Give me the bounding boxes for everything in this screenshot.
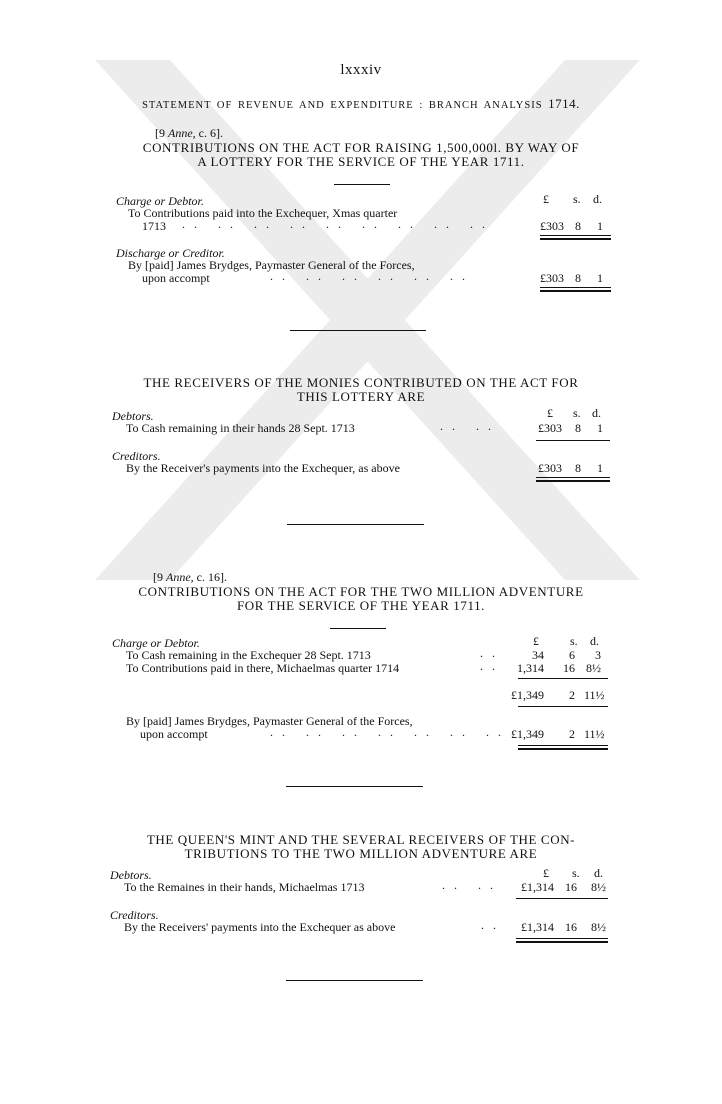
amount-shillings: 16 [565, 920, 577, 934]
section-divider [290, 330, 426, 331]
divider [334, 184, 390, 185]
charge-label: Charge or Debtor. [116, 194, 204, 208]
amount-pence: 1 [597, 421, 603, 435]
amount-pounds: £303 [538, 421, 562, 435]
col-pounds-header: £ [547, 406, 553, 420]
discharge-label: Discharge or Creditor. [116, 246, 225, 260]
leader-dots: .. [480, 646, 504, 660]
running-title-text: STATEMENT OF REVENUE AND EXPENDITURE : BRANCH ANALYSIS [142, 100, 543, 111]
creditors-line: By the Receiver's payments into the Exchequer, as above [126, 461, 400, 475]
debtors-line: To Cash remaining in their hands 28 Sept. 1713 [126, 421, 355, 435]
section-title-line: THIS LOTTERY ARE [296, 388, 426, 404]
section-title-line: CONTRIBUTIONS ON THE ACT FOR THE TWO MILLION ADVENTURE [138, 584, 584, 599]
amount-pounds: £303 [538, 461, 562, 475]
paid-line: upon accompt [140, 727, 208, 741]
amount-shillings: 8 [575, 421, 581, 435]
page-number: lxxxiv [340, 62, 382, 78]
act-ref-suffix: c. 16]. [193, 570, 227, 584]
amount-shillings: 2 [569, 727, 575, 741]
leader-dots: .. .. [442, 878, 502, 892]
section-divider [287, 524, 424, 525]
col-shillings-header: s. [573, 192, 581, 206]
amount-pounds: £303 [540, 219, 564, 233]
leader-dots: .. .. .. .. .. .. .. [270, 725, 510, 739]
charge-line: To Cash remaining in the Exchequer 28 Sept. 1713 [126, 648, 371, 662]
amount-pounds: £1,314 [521, 880, 554, 894]
running-title [0, 96, 722, 112]
section-title-line: FOR THE SERVICE OF THE YEAR 1711. [236, 597, 486, 613]
amount-shillings: 6 [569, 648, 575, 662]
amount-pence: 1 [597, 219, 603, 233]
col-pounds-header: £ [543, 866, 549, 880]
act-ref-italic: Anne, [166, 570, 194, 584]
total-rule [536, 477, 610, 482]
section-divider [286, 786, 423, 787]
leader-dots: .. [480, 659, 504, 673]
creditors-label: Creditors. [112, 449, 161, 463]
debtors-label: Debtors. [112, 409, 154, 423]
debtors-label: Debtors. [110, 868, 152, 882]
act-ref-italic: Anne, [168, 126, 196, 140]
act-ref-prefix: [9 [155, 126, 168, 140]
amount-shillings: 8 [575, 271, 581, 285]
leader-dots: .. [481, 918, 505, 932]
section-title-line: THE RECEIVERS OF THE MONIES CONTRIBUTED ON THE ACT FOR [143, 375, 579, 390]
section-title [0, 833, 722, 860]
amount-shillings: 8 [575, 219, 581, 233]
amount-pence: 8½ [591, 920, 606, 934]
charge-line: To Contributions paid into the Exchequer, Xmas quarter [128, 206, 398, 220]
amount-pounds: £1,349 [511, 727, 544, 741]
col-pence-header: d. [590, 634, 599, 648]
amount-pence: 1 [597, 271, 603, 285]
divider [330, 628, 386, 629]
amount-pounds: £1,314 [521, 920, 554, 934]
creditors-line: By the Receivers' payments into the Exchequer as above [124, 920, 396, 934]
total-rule [518, 745, 608, 750]
rule [518, 678, 608, 679]
act-reference [155, 126, 223, 141]
act-reference [153, 570, 227, 585]
discharge-line: By [paid] James Brydges, Paymaster General of the Forces, [128, 258, 415, 272]
section-title-line: A LOTTERY FOR THE SERVICE OF THE YEAR 1711. [197, 153, 525, 169]
total-rule [516, 938, 608, 943]
col-pounds-header: £ [533, 634, 539, 648]
running-title-year: 1714. [548, 96, 580, 111]
section-title [0, 376, 722, 403]
leader-dots: .. .. .. .. .. .. [270, 269, 474, 283]
amount-pence: 11½ [584, 727, 605, 741]
col-pence-header: d. [594, 866, 603, 880]
charge-line: 1713 [142, 219, 166, 233]
leader-dots: .. .. [440, 419, 500, 433]
debtors-line: To the Remaines in their hands, Michaelmas 1713 [124, 880, 365, 894]
leader-dots: .. .. .. .. .. .. .. .. .. [182, 217, 494, 231]
amount-pence: 8½ [586, 661, 601, 675]
total-shillings: 2 [569, 688, 575, 702]
total-pence: 11½ [584, 688, 605, 702]
amount-pence: 3 [595, 648, 601, 662]
col-pounds-header: £ [543, 192, 549, 206]
amount-shillings: 16 [565, 880, 577, 894]
amount-pounds: 1,314 [517, 661, 544, 675]
paid-line: By [paid] James Brydges, Paymaster General of the Forces, [126, 714, 413, 728]
amount-shillings: 16 [563, 661, 575, 675]
col-pence-header: d. [593, 192, 602, 206]
col-pence-header: d. [592, 406, 601, 420]
amount-shillings: 8 [575, 461, 581, 475]
charge-line: To Contributions paid in there, Michaelmas quarter 1714 [126, 661, 400, 675]
creditors-label: Creditors. [110, 908, 159, 922]
section-title [0, 141, 722, 168]
act-ref-prefix: [9 [153, 570, 166, 584]
amount-pounds: 34 [532, 648, 544, 662]
rule [516, 898, 608, 899]
discharge-line: upon accompt [142, 271, 210, 285]
amount-pence: 8½ [591, 880, 606, 894]
amount-pence: 1 [597, 461, 603, 475]
total-rule [540, 235, 611, 240]
col-shillings-header: s. [570, 634, 578, 648]
section-title-line: TRIBUTIONS TO THE TWO MILLION ADVENTURE ARE [184, 845, 538, 861]
total-pounds: £1,349 [511, 688, 544, 702]
total-rule [540, 287, 611, 292]
col-shillings-header: s. [573, 406, 581, 420]
amount-pounds: £303 [540, 271, 564, 285]
section-title [0, 585, 722, 612]
rule [536, 440, 610, 441]
rule [518, 706, 608, 707]
charge-label: Charge or Debtor. [112, 636, 200, 650]
section-divider [286, 980, 423, 981]
section-title-line: CONTRIBUTIONS ON THE ACT FOR RAISING 1,500,000l. BY WAY OF [142, 140, 580, 155]
act-ref-suffix: c. 6]. [195, 126, 223, 140]
section-title-line: THE QUEEN'S MINT AND THE SEVERAL RECEIVERS OF THE CON- [146, 832, 576, 847]
col-shillings-header: s. [572, 866, 580, 880]
